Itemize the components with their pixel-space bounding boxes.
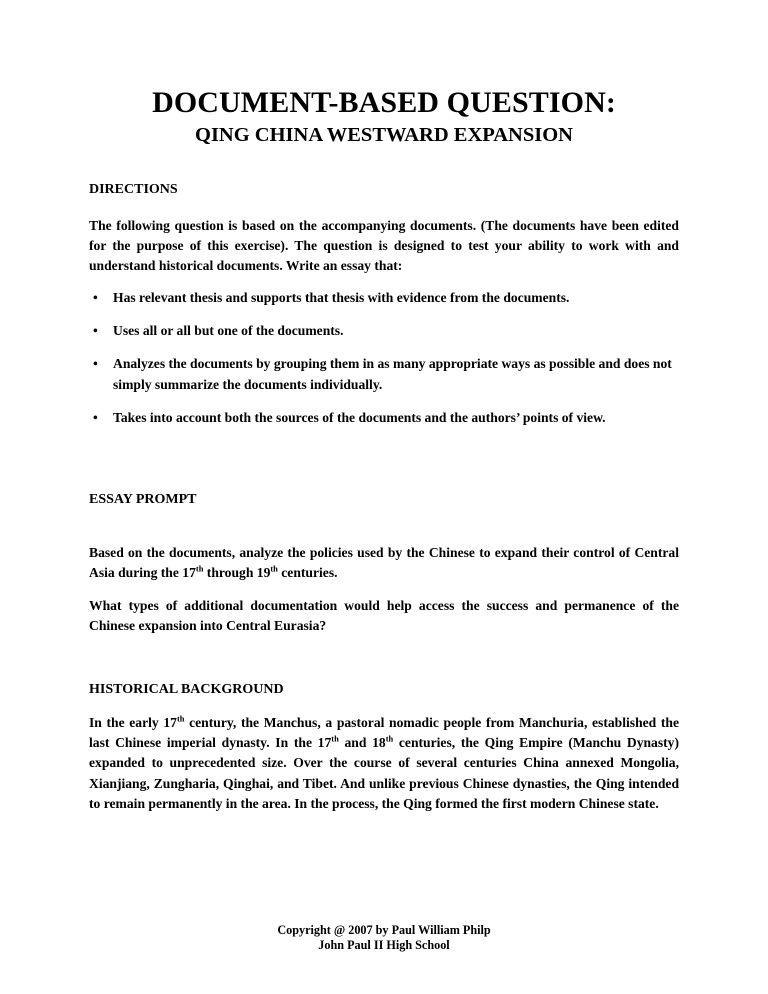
essay-prompt-paragraph-1 <box>89 543 679 583</box>
directions-paragraph: The following question is based on the accompanying documents. (The documents have been edited for the purpose of this exercise). The question is designed to test your ability to work with and understand historical documents. Write an essay that: <box>89 218 679 274</box>
ordinal-suffix: th <box>385 733 394 744</box>
list-item <box>89 354 679 394</box>
page-title: DOCUMENT-BASED QUESTION: <box>152 86 616 119</box>
page-subtitle: QING CHINA WESTWARD EXPANSION <box>195 123 573 146</box>
list-item <box>89 321 679 341</box>
directions-heading: DIRECTIONS <box>89 182 178 197</box>
bullet-icon: • <box>93 356 98 372</box>
list-item-label: Has relevant thesis and supports that thesis with evidence from the documents. <box>113 290 570 305</box>
list-item <box>89 288 679 308</box>
essay-prompt-paragraph-2: What types of additional documentation would help access the success and permanence of the Chinese expansion into Central Eurasia? <box>89 598 679 634</box>
list-item <box>89 408 679 428</box>
directions-bullet-list <box>89 288 679 441</box>
historical-text-part-3: and 18 <box>338 735 386 751</box>
bullet-icon: • <box>93 409 98 425</box>
ordinal-suffix: th <box>176 713 185 724</box>
essay-prompt-heading: ESSAY PROMPT <box>89 492 197 507</box>
page-footer <box>0 923 768 953</box>
list-item-label: Takes into account both the sources of the documents and the authors’ points of view. <box>113 409 606 425</box>
list-item-label: Uses all or all but one of the documents. <box>113 323 344 339</box>
historical-background-paragraph <box>89 713 679 814</box>
ordinal-suffix: th <box>331 733 339 744</box>
bullet-icon: • <box>93 323 98 339</box>
essay-prompt-text-part-2: through 19 <box>203 565 271 581</box>
historical-text-part-1: In the early 17 <box>89 715 177 730</box>
ordinal-suffix: th <box>270 563 278 574</box>
title-block <box>0 88 768 146</box>
historical-text-part-2: century, the Manchus, a pastoral nomadic people from Manchuria, established the last Chinese imperial dynasty. In the 17 <box>89 715 679 751</box>
ordinal-suffix: th <box>195 563 204 574</box>
essay-prompt-text-part-1: Based on the documents, analyze the policies used by the Chinese to expand their control of Central Asia during the 17 <box>89 545 679 581</box>
footer-copyright-line: Copyright @ 2007 by Paul William Philp <box>277 923 491 937</box>
footer-school-line: John Paul II High School <box>318 938 450 952</box>
list-item-label: Analyzes the documents by grouping them in as many appropriate ways as possible and does not simply summarize the documents individually. <box>113 356 672 392</box>
historical-text-part-4: centuries, the Qing Empire (Manchu Dynasty) expanded to unprecedented size. Over the course of several centuries China annexed Mongolia, Xianjiang, Zungharia, Qinghai, and Tibet. And unlike previous Chinese dynasties, the Qing intended to remain permanently in the area. In the process, the Qing formed the first modern Chinese state. <box>89 735 679 811</box>
bullet-icon: • <box>93 290 98 305</box>
historical-background-heading: HISTORICAL BACKGROUND <box>89 682 284 697</box>
essay-prompt-text-part-3: centuries. <box>277 565 338 581</box>
